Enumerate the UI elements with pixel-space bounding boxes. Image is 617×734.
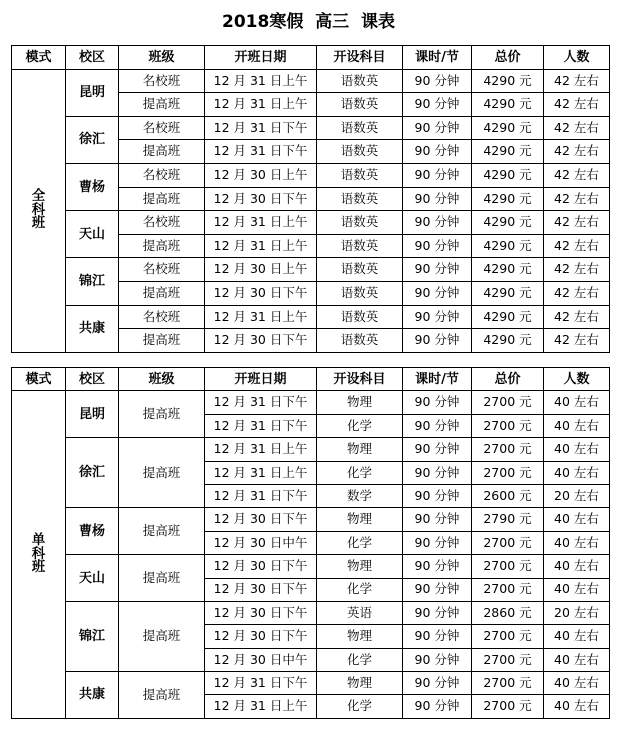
subject-cell: 物理 xyxy=(317,625,403,648)
date-cell: 12 月 30 日下午 xyxy=(205,187,317,211)
date-cell: 12 月 30 日中午 xyxy=(205,648,317,671)
date-cell: 12 月 31 日下午 xyxy=(205,672,317,695)
class-cell: 名校班 xyxy=(119,69,205,93)
subject-cell: 语数英 xyxy=(317,140,403,164)
date-cell: 12 月 31 日上午 xyxy=(205,211,317,235)
headcount-cell: 42 左右 xyxy=(544,281,610,305)
campus-cell: 锦江 xyxy=(66,258,119,305)
hours-cell: 90 分钟 xyxy=(403,258,472,282)
class-cell: 提高班 xyxy=(119,672,205,719)
mode-char: 科 xyxy=(31,545,46,562)
subject-cell: 语数英 xyxy=(317,234,403,258)
headcount-cell: 40 左右 xyxy=(544,461,610,484)
column-header: 开班日期 xyxy=(205,46,317,70)
table-row xyxy=(12,69,610,93)
column-header: 模式 xyxy=(12,46,66,70)
full-subject-schedule-table xyxy=(11,45,610,353)
price-cell: 2700 元 xyxy=(472,414,544,437)
class-cell: 提高班 xyxy=(119,234,205,258)
date-cell: 12 月 31 日上午 xyxy=(205,461,317,484)
single-mode-label xyxy=(12,391,66,718)
class-cell: 提高班 xyxy=(119,555,205,602)
price-cell: 2700 元 xyxy=(472,625,544,648)
date-cell: 12 月 30 日中午 xyxy=(205,531,317,554)
table-row xyxy=(12,391,610,414)
headcount-cell: 42 左右 xyxy=(544,140,610,164)
subject-cell: 物理 xyxy=(317,508,403,531)
class-cell: 提高班 xyxy=(119,508,205,555)
class-cell: 名校班 xyxy=(119,116,205,140)
price-cell: 4290 元 xyxy=(472,187,544,211)
subject-cell: 语数英 xyxy=(317,305,403,329)
table-row xyxy=(12,305,610,329)
hours-cell: 90 分钟 xyxy=(403,648,472,671)
subject-cell: 数学 xyxy=(317,484,403,507)
subject-cell: 化学 xyxy=(317,531,403,554)
hours-cell: 90 分钟 xyxy=(403,116,472,140)
single-header-row xyxy=(12,368,610,391)
headcount-cell: 20 左右 xyxy=(544,484,610,507)
class-cell: 提高班 xyxy=(119,601,205,671)
hours-cell: 90 分钟 xyxy=(403,163,472,187)
column-header: 开设科目 xyxy=(317,368,403,391)
subject-cell: 化学 xyxy=(317,648,403,671)
column-header: 总价 xyxy=(472,46,544,70)
headcount-cell: 40 左右 xyxy=(544,531,610,554)
hours-cell: 90 分钟 xyxy=(403,672,472,695)
price-cell: 2600 元 xyxy=(472,484,544,507)
price-cell: 4290 元 xyxy=(472,140,544,164)
campus-cell: 曹杨 xyxy=(66,508,119,555)
column-header: 人数 xyxy=(544,368,610,391)
table-row xyxy=(12,555,610,578)
class-cell: 名校班 xyxy=(119,163,205,187)
date-cell: 12 月 30 日下午 xyxy=(205,508,317,531)
price-cell: 4290 元 xyxy=(472,93,544,117)
headcount-cell: 42 左右 xyxy=(544,234,610,258)
price-cell: 2700 元 xyxy=(472,555,544,578)
headcount-cell: 42 左右 xyxy=(544,187,610,211)
subject-cell: 化学 xyxy=(317,578,403,601)
headcount-cell: 42 左右 xyxy=(544,163,610,187)
table-row xyxy=(12,116,610,140)
date-cell: 12 月 31 日上午 xyxy=(205,234,317,258)
headcount-cell: 42 左右 xyxy=(544,258,610,282)
hours-cell: 90 分钟 xyxy=(403,234,472,258)
table-row xyxy=(12,601,610,624)
date-cell: 12 月 30 日下午 xyxy=(205,601,317,624)
headcount-cell: 40 左右 xyxy=(544,555,610,578)
class-cell: 名校班 xyxy=(119,258,205,282)
price-cell: 2700 元 xyxy=(472,531,544,554)
column-header: 校区 xyxy=(66,368,119,391)
column-header: 课时/节 xyxy=(403,368,472,391)
column-header: 班级 xyxy=(119,46,205,70)
headcount-cell: 42 左右 xyxy=(544,211,610,235)
class-cell: 提高班 xyxy=(119,281,205,305)
table-row xyxy=(12,258,610,282)
table-row xyxy=(12,211,610,235)
headcount-cell: 42 左右 xyxy=(544,329,610,353)
date-cell: 12 月 30 日下午 xyxy=(205,625,317,648)
headcount-cell: 20 左右 xyxy=(544,601,610,624)
headcount-cell: 40 左右 xyxy=(544,414,610,437)
subject-cell: 英语 xyxy=(317,601,403,624)
subject-cell: 语数英 xyxy=(317,163,403,187)
price-cell: 4290 元 xyxy=(472,329,544,353)
headcount-cell: 42 左右 xyxy=(544,69,610,93)
column-header: 校区 xyxy=(66,46,119,70)
price-cell: 2700 元 xyxy=(472,672,544,695)
class-cell: 提高班 xyxy=(119,438,205,508)
subject-cell: 语数英 xyxy=(317,187,403,211)
headcount-cell: 40 左右 xyxy=(544,438,610,461)
price-cell: 2700 元 xyxy=(472,438,544,461)
date-cell: 12 月 31 日上午 xyxy=(205,695,317,718)
price-cell: 2860 元 xyxy=(472,601,544,624)
headcount-cell: 40 左右 xyxy=(544,695,610,718)
column-header: 班级 xyxy=(119,368,205,391)
class-cell: 提高班 xyxy=(119,329,205,353)
campus-cell: 共康 xyxy=(66,305,119,352)
class-cell: 提高班 xyxy=(119,187,205,211)
headcount-cell: 42 左右 xyxy=(544,305,610,329)
subject-cell: 语数英 xyxy=(317,329,403,353)
headcount-cell: 40 左右 xyxy=(544,648,610,671)
mode-char: 全 xyxy=(31,188,46,205)
headcount-cell: 40 左右 xyxy=(544,578,610,601)
campus-cell: 锦江 xyxy=(66,601,119,671)
campus-cell: 昆明 xyxy=(66,69,119,116)
mode-char: 班 xyxy=(31,559,46,576)
headcount-cell: 40 左右 xyxy=(544,508,610,531)
date-cell: 12 月 31 日下午 xyxy=(205,140,317,164)
subject-cell: 化学 xyxy=(317,461,403,484)
price-cell: 4290 元 xyxy=(472,116,544,140)
subject-cell: 语数英 xyxy=(317,258,403,282)
mode-char: 科 xyxy=(31,201,46,218)
subject-cell: 化学 xyxy=(317,414,403,437)
hours-cell: 90 分钟 xyxy=(403,414,472,437)
full-header-row xyxy=(12,46,610,70)
hours-cell: 90 分钟 xyxy=(403,578,472,601)
hours-cell: 90 分钟 xyxy=(403,695,472,718)
headcount-cell: 42 左右 xyxy=(544,116,610,140)
hours-cell: 90 分钟 xyxy=(403,438,472,461)
price-cell: 4290 元 xyxy=(472,163,544,187)
date-cell: 12 月 30 日下午 xyxy=(205,329,317,353)
subject-cell: 物理 xyxy=(317,391,403,414)
headcount-cell: 40 左右 xyxy=(544,672,610,695)
campus-cell: 天山 xyxy=(66,555,119,602)
date-cell: 12 月 31 日上午 xyxy=(205,69,317,93)
headcount-cell: 42 左右 xyxy=(544,93,610,117)
subject-cell: 物理 xyxy=(317,438,403,461)
column-header: 人数 xyxy=(544,46,610,70)
subject-cell: 物理 xyxy=(317,555,403,578)
hours-cell: 90 分钟 xyxy=(403,211,472,235)
hours-cell: 90 分钟 xyxy=(403,281,472,305)
table-row xyxy=(12,672,610,695)
date-cell: 12 月 31 日下午 xyxy=(205,116,317,140)
date-cell: 12 月 31 日上午 xyxy=(205,305,317,329)
date-cell: 12 月 30 日下午 xyxy=(205,555,317,578)
campus-cell: 曹杨 xyxy=(66,163,119,210)
date-cell: 12 月 31 日下午 xyxy=(205,391,317,414)
campus-cell: 徐汇 xyxy=(66,116,119,163)
subject-cell: 语数英 xyxy=(317,69,403,93)
price-cell: 2700 元 xyxy=(472,391,544,414)
date-cell: 12 月 31 日下午 xyxy=(205,484,317,507)
subject-cell: 语数英 xyxy=(317,211,403,235)
hours-cell: 90 分钟 xyxy=(403,329,472,353)
price-cell: 2700 元 xyxy=(472,461,544,484)
price-cell: 4290 元 xyxy=(472,305,544,329)
campus-cell: 徐汇 xyxy=(66,438,119,508)
column-header: 开班日期 xyxy=(205,368,317,391)
class-cell: 提高班 xyxy=(119,140,205,164)
price-cell: 4290 元 xyxy=(472,258,544,282)
hours-cell: 90 分钟 xyxy=(403,508,472,531)
full-mode-label xyxy=(12,69,66,352)
price-cell: 4290 元 xyxy=(472,211,544,235)
date-cell: 12 月 30 日上午 xyxy=(205,163,317,187)
price-cell: 4290 元 xyxy=(472,281,544,305)
column-header: 模式 xyxy=(12,368,66,391)
table-row xyxy=(12,508,610,531)
column-header: 总价 xyxy=(472,368,544,391)
price-cell: 2790 元 xyxy=(472,508,544,531)
column-header: 开设科目 xyxy=(317,46,403,70)
date-cell: 12 月 30 日下午 xyxy=(205,578,317,601)
date-cell: 12 月 31 日上午 xyxy=(205,438,317,461)
price-cell: 4290 元 xyxy=(472,234,544,258)
subject-cell: 语数英 xyxy=(317,116,403,140)
date-cell: 12 月 30 日下午 xyxy=(205,281,317,305)
price-cell: 2700 元 xyxy=(472,648,544,671)
hours-cell: 90 分钟 xyxy=(403,140,472,164)
price-cell: 4290 元 xyxy=(472,69,544,93)
headcount-cell: 40 左右 xyxy=(544,391,610,414)
mode-char: 单 xyxy=(31,532,46,549)
hours-cell: 90 分钟 xyxy=(403,531,472,554)
headcount-cell: 40 左右 xyxy=(544,625,610,648)
page-title: 2018寒假 高三 课表 xyxy=(222,12,395,32)
single-subject-schedule-table xyxy=(11,367,610,719)
class-cell: 名校班 xyxy=(119,305,205,329)
campus-cell: 昆明 xyxy=(66,391,119,438)
campus-cell: 天山 xyxy=(66,211,119,258)
mode-label-chars xyxy=(12,534,65,575)
mode-char: 班 xyxy=(31,215,46,232)
hours-cell: 90 分钟 xyxy=(403,555,472,578)
hours-cell: 90 分钟 xyxy=(403,601,472,624)
table-row xyxy=(12,163,610,187)
class-cell: 提高班 xyxy=(119,391,205,438)
class-cell: 提高班 xyxy=(119,93,205,117)
mode-label-chars xyxy=(12,190,65,231)
hours-cell: 90 分钟 xyxy=(403,187,472,211)
date-cell: 12 月 31 日上午 xyxy=(205,93,317,117)
hours-cell: 90 分钟 xyxy=(403,93,472,117)
hours-cell: 90 分钟 xyxy=(403,69,472,93)
hours-cell: 90 分钟 xyxy=(403,461,472,484)
hours-cell: 90 分钟 xyxy=(403,625,472,648)
subject-cell: 语数英 xyxy=(317,93,403,117)
hours-cell: 90 分钟 xyxy=(403,391,472,414)
date-cell: 12 月 31 日下午 xyxy=(205,414,317,437)
price-cell: 2700 元 xyxy=(472,578,544,601)
column-header: 课时/节 xyxy=(403,46,472,70)
price-cell: 2700 元 xyxy=(472,695,544,718)
hours-cell: 90 分钟 xyxy=(403,305,472,329)
hours-cell: 90 分钟 xyxy=(403,484,472,507)
subject-cell: 语数英 xyxy=(317,281,403,305)
campus-cell: 共康 xyxy=(66,672,119,719)
subject-cell: 化学 xyxy=(317,695,403,718)
date-cell: 12 月 30 日上午 xyxy=(205,258,317,282)
subject-cell: 物理 xyxy=(317,672,403,695)
table-row xyxy=(12,438,610,461)
class-cell: 名校班 xyxy=(119,211,205,235)
